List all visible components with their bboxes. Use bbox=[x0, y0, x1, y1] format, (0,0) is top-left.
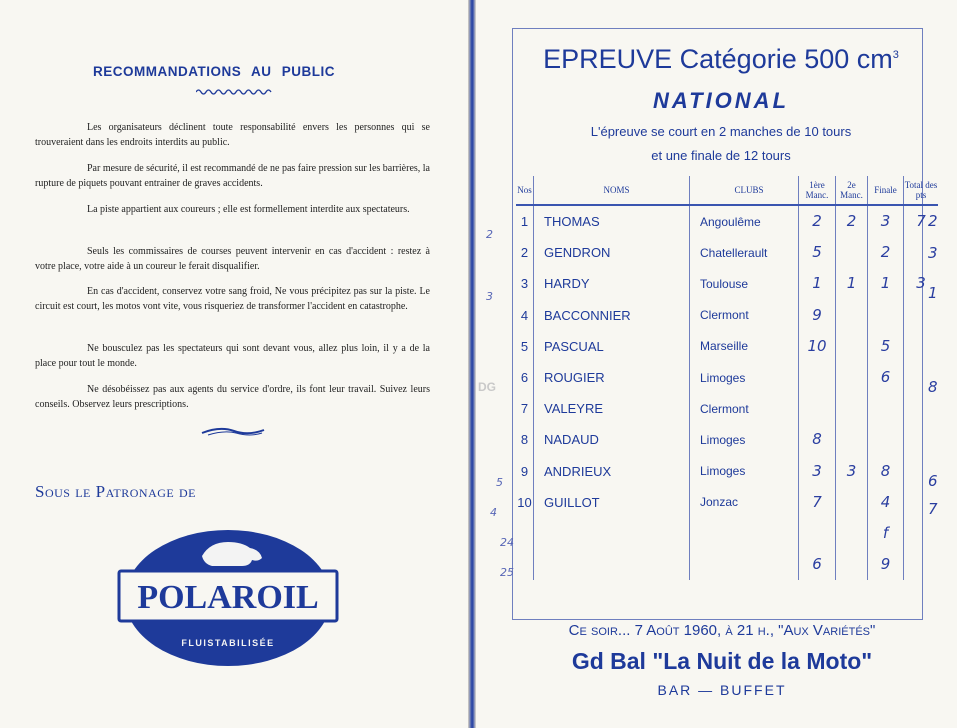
finale-place bbox=[868, 424, 904, 455]
handwritten-mark: 9 bbox=[880, 555, 891, 574]
rider-club: Jonzac bbox=[690, 487, 799, 518]
table-row bbox=[516, 393, 938, 424]
margin-note-left: 25 bbox=[500, 566, 514, 579]
table-row bbox=[516, 268, 938, 299]
handwritten-mark: 4 bbox=[880, 492, 891, 511]
finale-place bbox=[868, 549, 904, 580]
header-manche-1: 1ère Manc. bbox=[799, 176, 836, 205]
handwritten-mark: f bbox=[882, 523, 889, 542]
event-title-text: EPREUVE Catégorie 500 cm bbox=[543, 44, 893, 74]
handwritten-mark: 5 bbox=[880, 336, 891, 355]
manche-2-place bbox=[836, 205, 868, 237]
dg-watermark: DG bbox=[478, 380, 496, 394]
margin-note-left: 4 bbox=[490, 506, 497, 519]
header-no: Nos bbox=[516, 176, 534, 205]
logo-text: POLAROIL bbox=[137, 579, 319, 616]
rider-name: NADAUD bbox=[534, 424, 690, 455]
manche-1-place bbox=[799, 549, 836, 580]
manche-2-place bbox=[836, 362, 868, 393]
rider-name: THOMAS bbox=[534, 205, 690, 237]
rider-club: Clermont bbox=[690, 300, 799, 331]
margin-note-right: 1 bbox=[928, 284, 938, 302]
handwritten-mark: 8 bbox=[880, 461, 891, 480]
row-number: 8 bbox=[516, 424, 534, 455]
finale-place bbox=[868, 331, 904, 362]
manche-2-place bbox=[836, 456, 868, 487]
margin-note-right: 6 bbox=[928, 472, 938, 490]
margin-note-right: 3 bbox=[928, 244, 938, 262]
polaroil-logo bbox=[117, 528, 339, 668]
handwritten-mark: 6 bbox=[812, 555, 822, 574]
squiggle-ornament bbox=[196, 88, 272, 96]
margin-note-left: 5 bbox=[496, 476, 503, 489]
row-number: 2 bbox=[516, 237, 534, 268]
manche-2-place bbox=[836, 487, 868, 518]
total-points bbox=[904, 518, 939, 549]
handwritten-mark: 8 bbox=[812, 430, 822, 449]
finale-place bbox=[868, 456, 904, 487]
table-row bbox=[516, 362, 938, 393]
rider-club: Limoges bbox=[690, 362, 799, 393]
margin-note-left: 24 bbox=[500, 536, 514, 549]
national-subtitle: NATIONAL bbox=[652, 88, 790, 113]
manche-1-place bbox=[799, 237, 836, 268]
row-number: 4 bbox=[516, 300, 534, 331]
header-total: Total des pts bbox=[904, 176, 939, 205]
race-description-1: L'épreuve se court en 2 manches de 10 tours bbox=[590, 124, 852, 139]
total-points bbox=[904, 331, 939, 362]
finale-place bbox=[868, 393, 904, 424]
finale-place bbox=[868, 205, 904, 237]
bar-buffet: BAR — BUFFET bbox=[657, 682, 787, 698]
header-clubs: CLUBS bbox=[690, 176, 799, 205]
recommendations-title: RECOMMANDATIONS AU PUBLIC bbox=[93, 64, 335, 79]
rider-name: ROUGIER bbox=[534, 362, 690, 393]
recommendation-paragraph: Ne bousculez pas les spectateurs qui sont devant vous, allez plus loin, il y a de la place pour tout le monde. bbox=[35, 343, 430, 369]
row-number: 10 bbox=[516, 487, 534, 518]
rider-name: VALEYRE bbox=[534, 393, 690, 424]
handwritten-mark: 9 bbox=[812, 305, 822, 324]
margin-note-right: 2 bbox=[928, 212, 938, 230]
recommendation-paragraph: Seuls les commissaires de courses peuvent intervenir en cas d'accident : restez à votre place, votre aide à un coureur le ferait disqualifier. bbox=[35, 246, 430, 272]
results-table bbox=[516, 176, 938, 580]
rider-name: PASCUAL bbox=[534, 331, 690, 362]
rider-club: Angoulême bbox=[690, 205, 799, 237]
recommendation-paragraph: Ne désobéissez pas aux agents du service d'ordre, ils font leur travail. Suivez leurs conseils. Observez leurs prescriptions. bbox=[35, 384, 430, 410]
finale-place bbox=[868, 362, 904, 393]
manche-1-place bbox=[799, 300, 836, 331]
manche-1-place bbox=[799, 424, 836, 455]
manche-1-place bbox=[799, 362, 836, 393]
ball-title: Gd Bal "La Nuit de la Moto" bbox=[571, 648, 873, 674]
header-noms: NOMS bbox=[534, 176, 690, 205]
rider-club: Toulouse bbox=[690, 268, 799, 299]
handwritten-mark: 3 bbox=[846, 461, 857, 480]
finale-place bbox=[868, 487, 904, 518]
total-points bbox=[904, 393, 939, 424]
handwritten-mark: 3 bbox=[812, 461, 822, 480]
margin-note-right: 7 bbox=[928, 500, 938, 518]
rider-club: Limoges bbox=[690, 424, 799, 455]
row-number: 6 bbox=[516, 362, 534, 393]
manche-2-place bbox=[836, 268, 868, 299]
wave-ornament bbox=[200, 424, 266, 438]
handwritten-mark: 6 bbox=[880, 368, 891, 387]
rider-club: Marseille bbox=[690, 331, 799, 362]
margin-note-left: 3 bbox=[486, 290, 493, 303]
handwritten-mark: 10 bbox=[807, 336, 827, 355]
handwritten-mark: 1 bbox=[880, 274, 891, 293]
rider-name: GENDRON bbox=[534, 237, 690, 268]
rider-name bbox=[534, 518, 690, 549]
manche-1-place bbox=[799, 487, 836, 518]
manche-2-place bbox=[836, 424, 868, 455]
rider-name: HARDY bbox=[534, 268, 690, 299]
handwritten-mark: 7 bbox=[916, 212, 926, 231]
finale-place bbox=[868, 268, 904, 299]
manche-2-place bbox=[836, 331, 868, 362]
rider-club bbox=[690, 518, 799, 549]
manche-1-place bbox=[799, 268, 836, 299]
header-finale: Finale bbox=[868, 176, 904, 205]
handwritten-mark: 3 bbox=[880, 212, 891, 231]
row-number bbox=[516, 518, 534, 549]
table-row bbox=[516, 300, 938, 331]
recommendation-paragraph: La piste appartient aux coureurs ; elle est formellement interdite aux spectateurs. bbox=[87, 204, 410, 215]
finale-place bbox=[868, 518, 904, 549]
handwritten-mark: 1 bbox=[812, 274, 822, 293]
rider-name: ANDRIEUX bbox=[534, 456, 690, 487]
logo-subtext: FLUISTABILISÉE bbox=[181, 638, 275, 648]
row-number bbox=[516, 549, 534, 580]
event-date-line: Ce soir... 7 Août 1960, à 21 h., "Aux Variétés" bbox=[568, 622, 876, 639]
finale-place bbox=[868, 300, 904, 331]
rider-name: BACCONNIER bbox=[534, 300, 690, 331]
row-number: 7 bbox=[516, 393, 534, 424]
handwritten-mark: 7 bbox=[812, 492, 822, 511]
rider-club: Clermont bbox=[690, 393, 799, 424]
manche-1-place bbox=[799, 393, 836, 424]
margin-note-right: 8 bbox=[928, 378, 938, 396]
manche-2-place bbox=[836, 393, 868, 424]
manche-1-place bbox=[799, 331, 836, 362]
manche-1-place bbox=[799, 205, 836, 237]
race-description-2: et une finale de 12 tours bbox=[651, 148, 791, 163]
manche-2-place bbox=[836, 300, 868, 331]
table-row bbox=[516, 456, 938, 487]
finale-place bbox=[868, 237, 904, 268]
total-points bbox=[904, 300, 939, 331]
event-title-sup: 3 bbox=[892, 49, 899, 61]
page-fold bbox=[468, 0, 476, 728]
header-manche-2: 2e Manc. bbox=[836, 176, 868, 205]
event-title bbox=[526, 44, 916, 75]
rider-club: Limoges bbox=[690, 456, 799, 487]
table-header-row bbox=[516, 176, 938, 205]
rider-name bbox=[534, 549, 690, 580]
handwritten-mark: 2 bbox=[812, 212, 822, 231]
recommendation-paragraph: En cas d'accident, conservez votre sang froid, Ne vous précipitez pas sur la piste. Le circuit est court, les motos vont vite, vous risqueriez de transformer l'accident en catastrophe. bbox=[35, 286, 430, 312]
table-row bbox=[516, 424, 938, 455]
table-row bbox=[516, 331, 938, 362]
handwritten-mark: 1 bbox=[846, 274, 857, 293]
manche-2-place bbox=[836, 518, 868, 549]
row-number: 9 bbox=[516, 456, 534, 487]
row-number: 3 bbox=[516, 268, 534, 299]
row-number: 5 bbox=[516, 331, 534, 362]
table-row bbox=[516, 237, 938, 268]
handwritten-mark: 5 bbox=[812, 243, 822, 262]
manche-2-place bbox=[836, 237, 868, 268]
rider-name: GUILLOT bbox=[534, 487, 690, 518]
row-number: 1 bbox=[516, 205, 534, 237]
table-row bbox=[516, 518, 938, 549]
rider-club: Chatellerault bbox=[690, 237, 799, 268]
total-points bbox=[904, 424, 939, 455]
handwritten-mark: 3 bbox=[916, 274, 926, 293]
manche-1-place bbox=[799, 456, 836, 487]
rider-club bbox=[690, 549, 799, 580]
recommendation-paragraph: Les organisateurs déclinent toute responsabilité envers les personnes qui se trouveraient dans les endroits interdits au public. bbox=[35, 122, 430, 148]
table-row bbox=[516, 549, 938, 580]
manche-2-place bbox=[836, 549, 868, 580]
margin-note-left: 2 bbox=[486, 228, 493, 241]
table-row bbox=[516, 205, 938, 237]
handwritten-mark: 2 bbox=[880, 243, 891, 262]
manche-1-place bbox=[799, 518, 836, 549]
patronage-label: Sous le Patronage de bbox=[35, 482, 196, 501]
total-points bbox=[904, 549, 939, 580]
recommendation-paragraph: Par mesure de sécurité, il est recommandé de ne pas faire pression sur les barrières, la rupture de piquets pouvant entrainer de graves accidents. bbox=[35, 163, 430, 189]
handwritten-mark: 2 bbox=[846, 212, 857, 231]
table-row bbox=[516, 487, 938, 518]
